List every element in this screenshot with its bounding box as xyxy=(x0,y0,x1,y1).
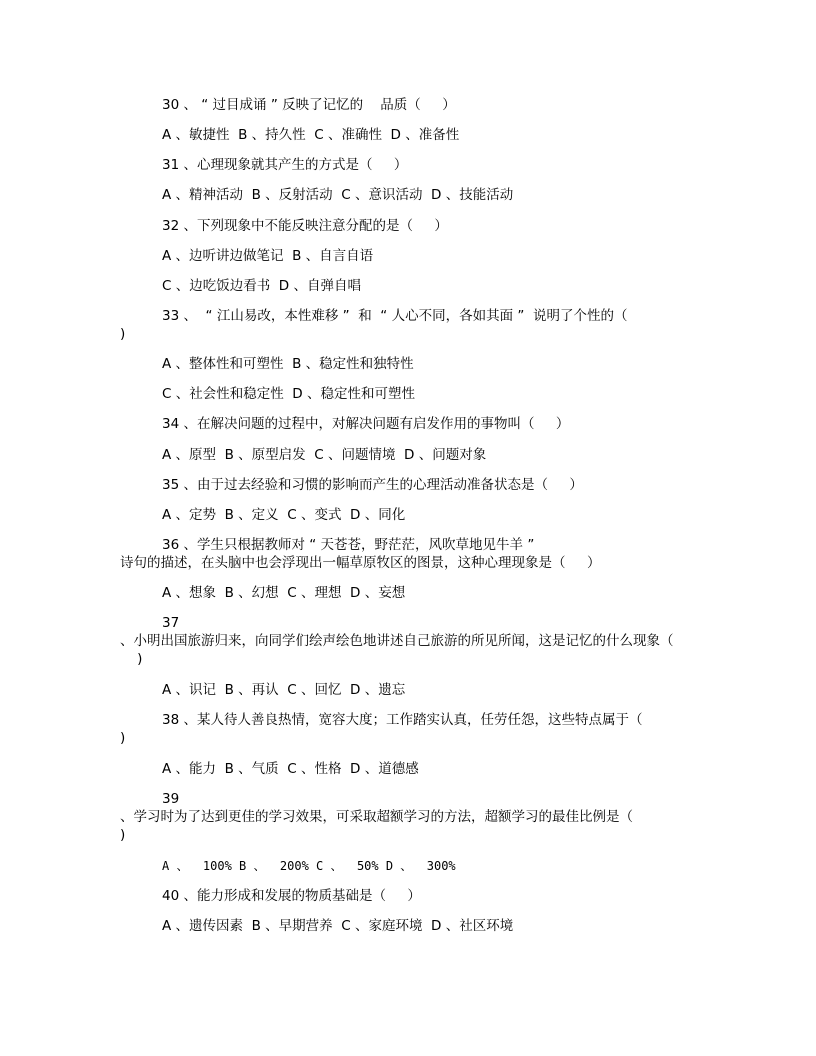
question-39-continued: ) xyxy=(120,827,126,843)
options-35: A 、定势 B 、定义 C 、变式 D 、同化 xyxy=(162,507,406,523)
question-39-number: 39 xyxy=(162,791,180,807)
question-33: 33 、 “ 江山易改，本性难移 ” 和 “ 人心不同，各如其面 ” 说明了个性的（ xyxy=(162,308,628,324)
options-39: A 、 100% B 、 200% C 、 50% D 、 300% xyxy=(162,859,456,873)
question-36: 36 、学生只根据教师对 “ 天苍苍，野茫茫，风吹草地见牛羊 ” xyxy=(162,537,535,553)
question-36-continued: 诗句的描述，在头脑中也会浮现出一幅草原牧区的图景，这种心理现象是（ ） xyxy=(120,555,601,571)
question-30: 30 、 “ 过目成诵 ” 反映了记忆的 品质（ ） xyxy=(162,97,456,113)
question-35: 35 、由于过去经验和习惯的影响而产生的心理活动准备状态是（ ） xyxy=(162,477,583,493)
options-40: A 、遗传因素 B 、早期营养 C 、家庭环境 D 、社区环境 xyxy=(162,918,514,934)
question-37-number: 37 xyxy=(162,615,180,631)
options-34: A 、原型 B 、原型启发 C 、问题情境 D 、问题对象 xyxy=(162,447,487,463)
options-31: A 、精神活动 B 、反射活动 C 、意识活动 D 、技能活动 xyxy=(162,187,514,203)
question-37-continued: ) xyxy=(120,651,143,667)
question-40: 40 、能力形成和发展的物质基础是（ ） xyxy=(162,888,421,904)
question-31: 31 、心理现象就其产生的方式是（ ） xyxy=(162,157,408,173)
options-32-line2: C 、边吃饭边看书 D 、自弹自唱 xyxy=(162,278,361,294)
question-34: 34 、在解决问题的过程中，对解决问题有启发作用的事物叫（ ） xyxy=(162,416,570,432)
options-32-line1: A 、边听讲边做笔记 B 、自言自语 xyxy=(162,248,374,264)
options-38: A 、能力 B 、气质 C 、性格 D 、道德感 xyxy=(162,761,419,777)
options-30: A 、敏捷性 B 、持久性 C 、准确性 D 、准备性 xyxy=(162,127,460,143)
question-32: 32 、下列现象中不能反映注意分配的是（ ） xyxy=(162,218,448,234)
options-33-line1: A 、整体性和可塑性 B 、稳定性和独特性 xyxy=(162,356,414,372)
options-37: A 、识记 B 、再认 C 、回忆 D 、遗忘 xyxy=(162,682,406,698)
question-38: 38 、某人待人善良热情，宽容大度；工作踏实认真，任劳任怨，这些特点属于（ xyxy=(162,712,643,728)
options-36: A 、想象 B 、幻想 C 、理想 D 、妄想 xyxy=(162,585,406,601)
question-39: 、学习时为了达到更佳的学习效果，可采取超额学习的方法，超额学习的最佳比例是（ xyxy=(120,809,633,825)
question-37: 、小明出国旅游归来，向同学们绘声绘色地讲述自己旅游的所见所闻，这是记忆的什么现象（ xyxy=(120,633,674,649)
options-33-line2: C 、社会性和稳定性 D 、稳定性和可塑性 xyxy=(162,386,415,402)
question-33-continued: ) xyxy=(120,326,126,342)
question-38-continued: ) xyxy=(120,730,126,746)
